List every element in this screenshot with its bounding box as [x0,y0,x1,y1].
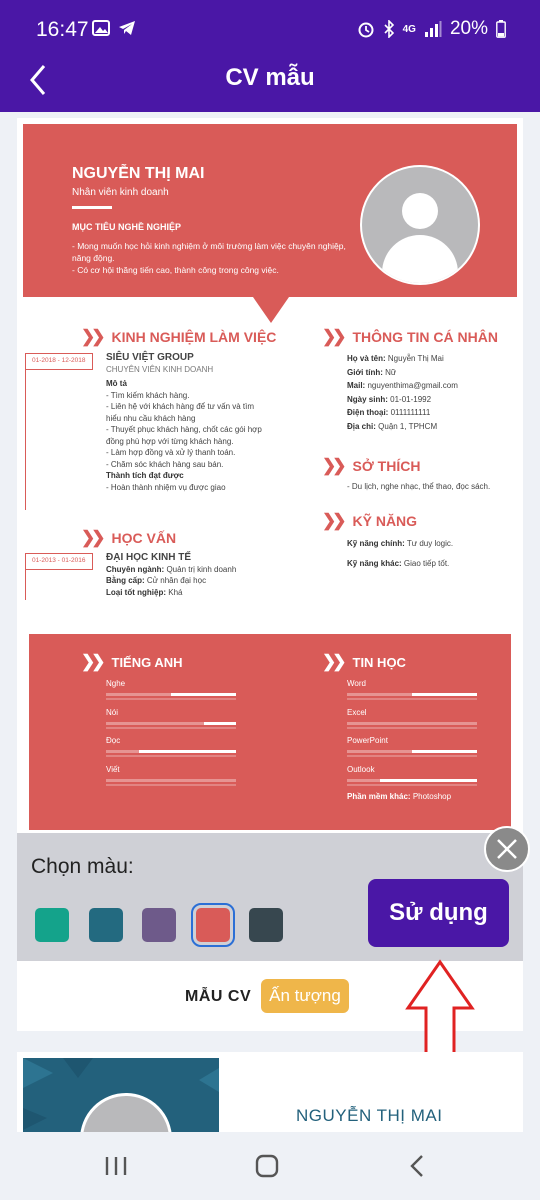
experience-entry [106,352,306,493]
field-label: Họ và tên: [347,354,386,363]
field-value: nguyenthima@gmail.com [367,381,458,390]
status-time: 16:47 [36,18,89,41]
field-label: Phần mềm khác: [347,792,411,801]
cv-template-preview[interactable] [17,118,523,838]
field-value: Cử nhân đại học [146,576,207,585]
timeline-line [25,370,26,510]
skill-bar [106,679,236,700]
desc-line: - Thuyết phục khách hàng, chốt các gói hợp [106,425,262,434]
skill-name: PowerPoint [347,736,388,745]
section-title: TIẾNG ANH [111,654,183,670]
avatar-placeholder-icon [362,167,478,283]
back-icon[interactable] [398,1148,438,1184]
divider [72,206,112,209]
job-position: CHUYÊN VIÊN KINH DOANH [106,364,214,374]
skill-name: Outlook [347,765,375,774]
chevron-right-icon: ❯❯ [81,327,102,346]
desc-line: - Chăm sóc khách hàng sau bán. [106,459,224,469]
desc-line: hiểu nhu cầu khách hàng [106,413,196,423]
education-heading [81,528,176,548]
it-heading [322,652,406,672]
color-swatch-purple[interactable] [142,908,176,942]
chevron-right-icon: ❯❯ [322,652,343,671]
timeline-line [25,570,26,600]
skill-name: Viết [106,765,120,774]
personal-info [347,352,458,433]
skill-name: Nói [106,708,119,717]
color-chooser-panel [17,833,523,961]
color-swatch-blue[interactable] [89,908,123,942]
education-date: 01-2013 - 01-2016 [25,553,93,570]
experience-date: 01-2018 - 12-2018 [25,353,93,370]
desc-line: - Làm hợp đồng và xử lý thanh toán. [106,448,236,457]
skill-name: Nghe [106,679,126,688]
field-value: Photoshop [412,792,452,801]
education-entry [106,552,306,598]
field-value: Tư duy logic. [406,539,454,548]
field-value: Khá [168,587,183,597]
skill-bar [106,765,236,786]
objective-text [72,240,352,276]
experience-heading [81,327,276,347]
achieve-heading: Thành tích đạt được [106,471,184,480]
template-sidebar [23,1058,219,1140]
field-label: Giới tính: [347,367,383,377]
field-label: Kỹ năng khác: [347,559,402,568]
objective-line: - Mong muốn học hỏi kinh nghiệm ở môi trường làm việc chuyên nghiệp, [72,241,346,251]
skill-bar [106,708,236,729]
field-value: Quản trị kinh doanh [166,564,237,574]
section-title: HỌC VẤN [111,530,177,546]
alarm-icon [357,20,375,38]
english-heading [81,652,183,672]
field-value: Nguyễn Thị Mai [387,354,444,363]
skill-bar [347,736,477,757]
cv-header-band [23,124,517,297]
app-header [0,0,540,112]
skill-name: Word [347,679,366,688]
cv-name: NGUYỄN THỊ MAI [72,165,205,182]
skill-level [412,750,477,753]
school-name: ĐẠI HỌC KINH TẾ [106,552,191,563]
skill-name: Excel [347,708,367,717]
color-swatch-red[interactable] [196,908,230,942]
field-value: 0111111111 [390,408,431,417]
field-label: Điện thoại: [347,408,389,417]
section-title: TIN HỌC [352,654,406,670]
field-label: Bằng cấp: [106,576,145,585]
desc-line: đồng phù hợp với từng khách hàng. [106,436,234,446]
desc-heading: Mô tả [106,379,127,388]
skill-bar [347,708,477,729]
field-value: Quận 1, TPHCM [378,421,438,431]
skill-level [412,693,477,696]
other-software [347,792,451,801]
system-nav-bar [0,1132,540,1200]
style-badge: Ấn tượng [261,979,349,1013]
arrow-up-icon [404,958,476,1066]
skill-bar [106,736,236,757]
objective-line: - Có cơ hội thăng tiến cao, thành công trong công việc. [72,265,279,275]
status-bar [0,0,540,60]
cv-role: Nhân viên kinh doanh [72,187,169,198]
skill-level [139,750,237,753]
field-value: Nữ [385,367,397,377]
color-swatch-teal[interactable] [35,908,69,942]
bluetooth-icon [383,20,395,38]
field-label: Loại tốt nghiệp: [106,587,166,597]
section-title: KINH NGHIỆM LÀM VIỆC [111,329,277,345]
objective-heading: MỤC TIÊU NGHỀ NGHIỆP [72,222,182,232]
hobby-text: - Du lịch, nghe nhạc, thể thao, đọc sách. [347,482,491,491]
section-title: KỸ NĂNG [352,513,418,529]
field-value: Giao tiếp tốt. [403,559,450,568]
chevron-right-icon: ❯❯ [322,511,343,530]
skill-level [171,693,236,696]
chevron-right-icon: ❯❯ [322,456,343,475]
battery-icon [496,20,506,38]
field-value: 01-01-1992 [390,394,432,404]
recent-apps-icon[interactable] [96,1148,136,1184]
language-it-band [29,634,511,830]
desc-line: - Liên hệ với khách hàng để tư vấn và tìm [106,402,255,411]
caption-prefix: MẪU CV [185,988,252,1005]
skill-bar [347,765,477,786]
chevron-right-icon: ❯❯ [81,528,102,547]
color-swatch-dark[interactable] [249,908,283,942]
cv-name: NGUYỄN THỊ MAI [296,1106,443,1125]
cv-template-preview-next[interactable] [17,1052,523,1140]
field-label: Chuyên ngành: [106,564,165,574]
skill-name: Đọc [106,736,121,745]
field-label: Ngày sinh: [347,394,388,404]
field-label: Địa chỉ: [347,421,376,431]
skills-list [347,534,453,574]
field-label: Mail: [347,381,366,390]
gallery-icon [92,20,110,36]
company-name: SIÊU VIỆT GROUP [106,352,194,363]
header-notch [253,297,289,323]
battery-percent: 20% [449,18,488,39]
personal-info-heading [322,327,498,347]
avatar [360,165,480,285]
achieve-line: - Hoàn thành nhiệm vụ được giao [106,482,226,492]
field-label: Kỹ năng chính: [347,539,405,548]
hobby-heading [322,456,420,476]
home-icon[interactable] [247,1148,287,1184]
close-icon [486,828,528,870]
network-type: 4G [402,23,416,35]
choose-color-label: Chọn màu: [31,855,134,878]
skill-level [380,779,478,782]
use-template-button[interactable]: Sử dụng [368,879,509,947]
page-title: CV mẫu [225,64,315,91]
skill-bar [347,679,477,700]
telegram-icon [118,20,136,36]
section-title: THÔNG TIN CÁ NHÂN [352,329,498,345]
desc-line: - Tìm kiếm khách hàng. [106,390,190,400]
objective-line: năng động. [72,253,115,263]
chevron-right-icon: ❯❯ [322,327,343,346]
section-title: SỞ THÍCH [352,458,421,474]
skills-heading [322,511,417,531]
chevron-right-icon: ❯❯ [81,652,102,671]
skill-level [204,722,237,725]
signal-icon [424,21,442,37]
close-button[interactable] [484,826,530,872]
